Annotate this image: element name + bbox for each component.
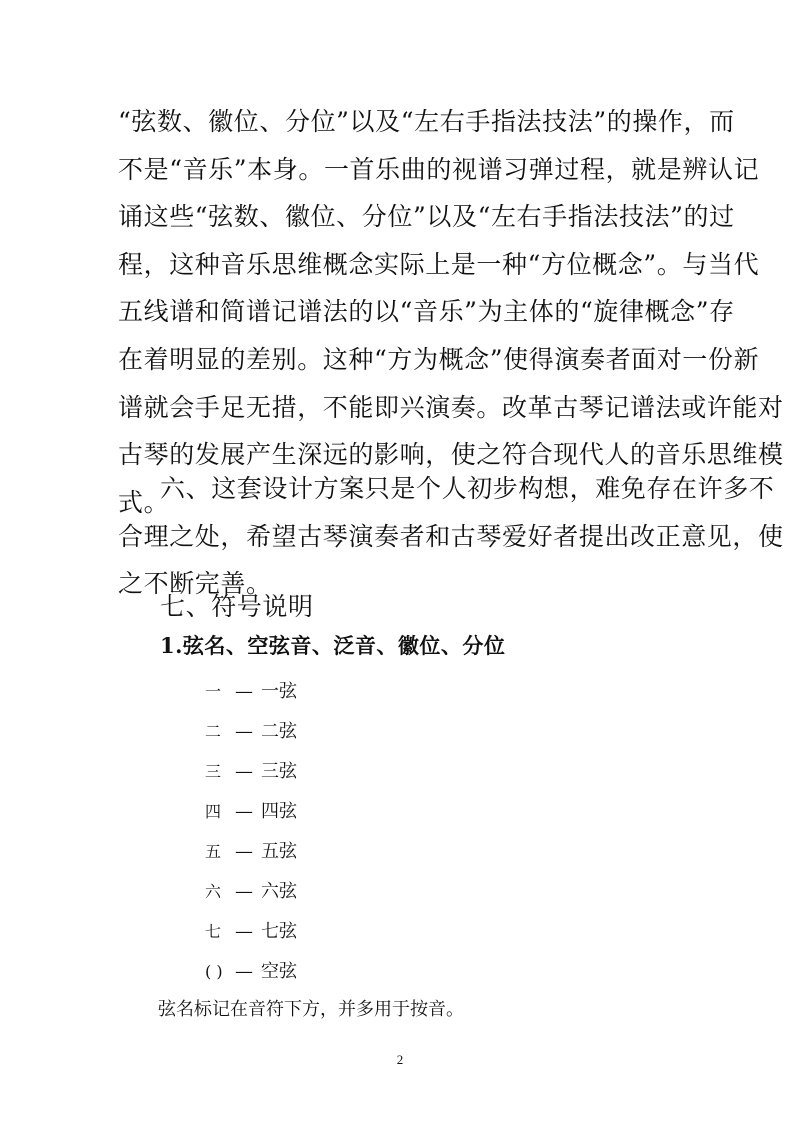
- dash: —: [235, 881, 253, 902]
- string-symbol-list: [205, 672, 297, 992]
- paragraph-line: 六、这套设计方案只是个人初步构想，难免存在许多不: [160, 474, 775, 503]
- list-item: [205, 792, 297, 832]
- note-text: 弦名标记在音符下方，并多用于按音。: [158, 999, 464, 1020]
- dash: —: [235, 921, 253, 942]
- dash: —: [235, 801, 253, 822]
- subheading: 1.弦名、空弦音、泛音、徽位、分位: [160, 633, 506, 658]
- string-symbol: 二: [205, 722, 222, 741]
- paragraph-line: 合理之处，希望古琴演奏者和古琴爱好者提出改正意见，使: [118, 521, 784, 551]
- string-label: 七弦: [261, 921, 297, 942]
- string-symbol: ( ): [205, 962, 223, 981]
- paragraph-line: 程，这种音乐思维概念实际上是一种“方位概念”。与当代: [118, 249, 760, 279]
- dash: —: [235, 961, 253, 982]
- paragraph-line: 不是“音乐”本身。一首乐曲的视谱习弹过程，就是辨认记: [118, 154, 760, 184]
- body-paragraph: [118, 98, 784, 526]
- string-label: 三弦: [261, 761, 297, 782]
- string-symbol: 五: [205, 842, 222, 861]
- list-item: [205, 952, 297, 992]
- list-item: [205, 832, 297, 872]
- list-item: [205, 912, 297, 952]
- string-label: 六弦: [261, 881, 297, 902]
- paragraph-line: 诵这些“弦数、徽位、分位”以及“左右手指法技法”的过: [118, 202, 735, 232]
- dash: —: [235, 721, 253, 742]
- list-item: [205, 672, 297, 712]
- string-symbol: 三: [205, 762, 222, 781]
- paragraph-line: 在着明显的差别。这种“方为概念”使得演奏者面对一份新: [118, 344, 760, 374]
- paragraph-line: 式。: [118, 487, 170, 517]
- section-title: 七、符号说明: [160, 592, 314, 621]
- string-label: 四弦: [261, 801, 297, 822]
- string-symbol: 一: [205, 682, 222, 701]
- paragraph-line: 谱就会手足无措，不能即兴演奏。改革古琴记谱法或许能对: [118, 392, 784, 422]
- dash: —: [235, 841, 253, 862]
- string-label: 空弦: [261, 961, 297, 982]
- paragraph-line: “弦数、徽位、分位”以及“左右手指法技法”的操作，而: [118, 107, 735, 136]
- list-item: [205, 712, 297, 752]
- paragraph-line: 古琴的发展产生深远的影响，使之符合现代人的音乐思维模: [118, 440, 784, 470]
- list-item: [205, 872, 297, 912]
- dash: —: [235, 761, 253, 782]
- paragraph-line: 五线谱和简谱记谱法的以“音乐”为主体的“旋律概念”存: [118, 297, 735, 327]
- string-symbol: 六: [205, 882, 222, 901]
- string-symbol: 七: [205, 922, 222, 941]
- page-number: 2: [396, 1052, 404, 1067]
- string-label: 一弦: [261, 681, 297, 702]
- list-item: [205, 752, 297, 792]
- dash: —: [235, 681, 253, 702]
- paragraph-line: 之不断完善。: [118, 569, 272, 599]
- string-label: 二弦: [261, 721, 297, 742]
- section-seven-heading: [118, 583, 698, 631]
- string-label: 五弦: [261, 841, 297, 862]
- string-symbol: 四: [205, 802, 222, 821]
